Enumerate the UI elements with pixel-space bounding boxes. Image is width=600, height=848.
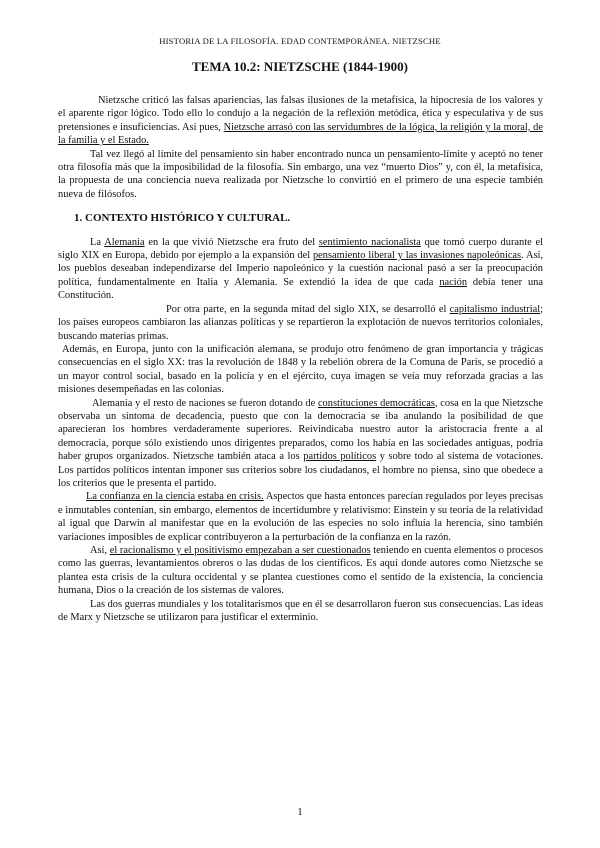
text: Por otra parte, en la segunda mitad del siglo XIX, se desarrolló el [166, 303, 450, 315]
underlined-text: el racionalismo y el positivismo empezaban a ser cuestionados [109, 545, 371, 556]
underlined-text: capitalismo industrial [449, 303, 541, 315]
underlined-text: pensamiento liberal y las invasiones napoleónicas [312, 250, 522, 262]
underlined-text: Alemania [104, 236, 145, 248]
text: que tomó cuerpo durante el siglo XIX en Europa, debido por ejemplo a la expansión del [58, 236, 544, 262]
text: teniendo en cuenta elementos o procesos como las guerras, levantamientos obreros o las dudas de los científicos. Es aquí donde autores como Nietzsche se plantea esta crisis de la cultura occidental y se plantea cuestiones como el sentido de la existencia, la conciencia humana, Dios o la creación de los sistemas de valores. [58, 545, 544, 597]
paragraph-ciencia [58, 490, 543, 544]
text: , cosa en la que Nietzsche observaba un síntoma de decadencia, puesto que con la democracia se iba anulando la posibilidad de que aparecieran los hombres verdaderamente superiores. Reivindicaba nuestro autor la aristocracia frente a al democracia, porque sólo existiendo unos dirigentes preparados, como los había en las sociedades antiguas, podría haber grupos organizados. Nietzsche también ataca a los [58, 397, 543, 463]
paragraph-democracia [58, 397, 543, 491]
intro-text: Nietzsche criticó las falsas apariencias, las falsas ilusiones de la metafísica, la hipocresía de los valores y el aparente rigor lógico. Todo ello lo condujo a la negación de la reflexión metódica, ética y especulativa y de sus pretensiones e insuficiencias. Así pues, [58, 95, 543, 133]
paragraph-alemania [58, 236, 543, 303]
text: Así, [90, 545, 110, 556]
underlined-text: La confianza en la ciencia estaba en crisis. [86, 491, 264, 503]
document-title: TEMA 10.2: NIETZSCHE (1844-1900) [192, 59, 408, 74]
underlined-text: partidos políticos [303, 451, 377, 463]
text: debía tener una Constitución. [58, 276, 543, 302]
text: Aspectos que hasta entonces parecían regulados por leyes precisas e inmutables contenían, sin embargo, elementos de incertidumbre y relativismo: Einstein y su teoría de la relatividad al igual que Darwin al manifestar que en la evolución de las especies no solo influía la herencia, sino también variaciones imposibles de explicar contribuyeron a la perturbación de la confianza en la razón. [58, 491, 543, 543]
text: ; los países europeos cambiaron las alianzas políticas y se repartieron la explotación de nuevos territorios coloniales, buscando materias primas. [58, 303, 543, 342]
page-number: 1 [297, 806, 303, 818]
document-body [58, 94, 543, 624]
running-header: HISTORIA DE LA FILOSOFÍA. EDAD CONTEMPORÁNEA. NIETZSCHE [159, 36, 441, 46]
paragraph-capitalismo [58, 303, 543, 343]
paragraph-racionalismo [58, 544, 543, 598]
text: . Así, los pueblos deseaban independizarse del Imperio napoleónico y la cuestión nacional pasó a ser la preocupación política, fundamentalmente en Italia y Alemania. Se extendió la idea de que cada [58, 250, 543, 288]
underlined-text: constituciones democráticas [317, 397, 435, 409]
text: La [90, 236, 105, 248]
text: y sobre todo al sistema de votaciones. Los partidos políticos intentan imponer sus criterios sobre los ciudadanos, el hombre no piensa, sino que obedece a los criterios que le presenta el partido. [58, 451, 543, 489]
paragraph-guerras: Las dos guerras mundiales y los totalitarismos que en él se desarrollaron fueron sus consecuencias. Las ideas de Marx y Nietzsche se utilizaron para justificar el exterminio. [58, 598, 543, 624]
underlined-text: nación [439, 276, 468, 288]
text: en la que vivió Nietzsche era fruto del [144, 236, 319, 248]
underlined-text: sentimiento nacionalista [318, 236, 421, 248]
section-heading-1: 1. CONTEXTO HISTÓRICO Y CULTURAL. [74, 212, 291, 225]
text: Alemania y el resto de naciones se fueron dotando de [92, 397, 318, 409]
intro-paragraph-2: Tal vez llegó al límite del pensamiento sin haber encontrado nunca un pensamiento-límite y aceptó no tener otra filosofía más que la imposibilidad de la filosofía. Sin embargo, una vez “muerto Dios” y, con él, la metafísica, la propuesta de una conciencia nueva realizada por Nietzsche lo convirtió en el primero de una especie también nueva de filósofos. [58, 148, 543, 200]
intro-paragraph-1 [58, 94, 543, 148]
paragraph-control-social: Además, en Europa, junto con la unificación alemana, se produjo otro fenómeno de gran importancia y trágicas consecuencias en el siglo XX: tras la revolución de 1848 y la rebelión obrera de la Comuna de París, se procedió a un mayor control social, basado en la policía y en el ejército, cuya imagen se veía muy reforzada gracias a las misiones desempeñadas en las colonias. [58, 343, 543, 396]
intro-underlined-text: Nietzsche arrasó con las servidumbres de la lógica, la religión y la moral, de la familia y el Estado. [58, 121, 543, 147]
